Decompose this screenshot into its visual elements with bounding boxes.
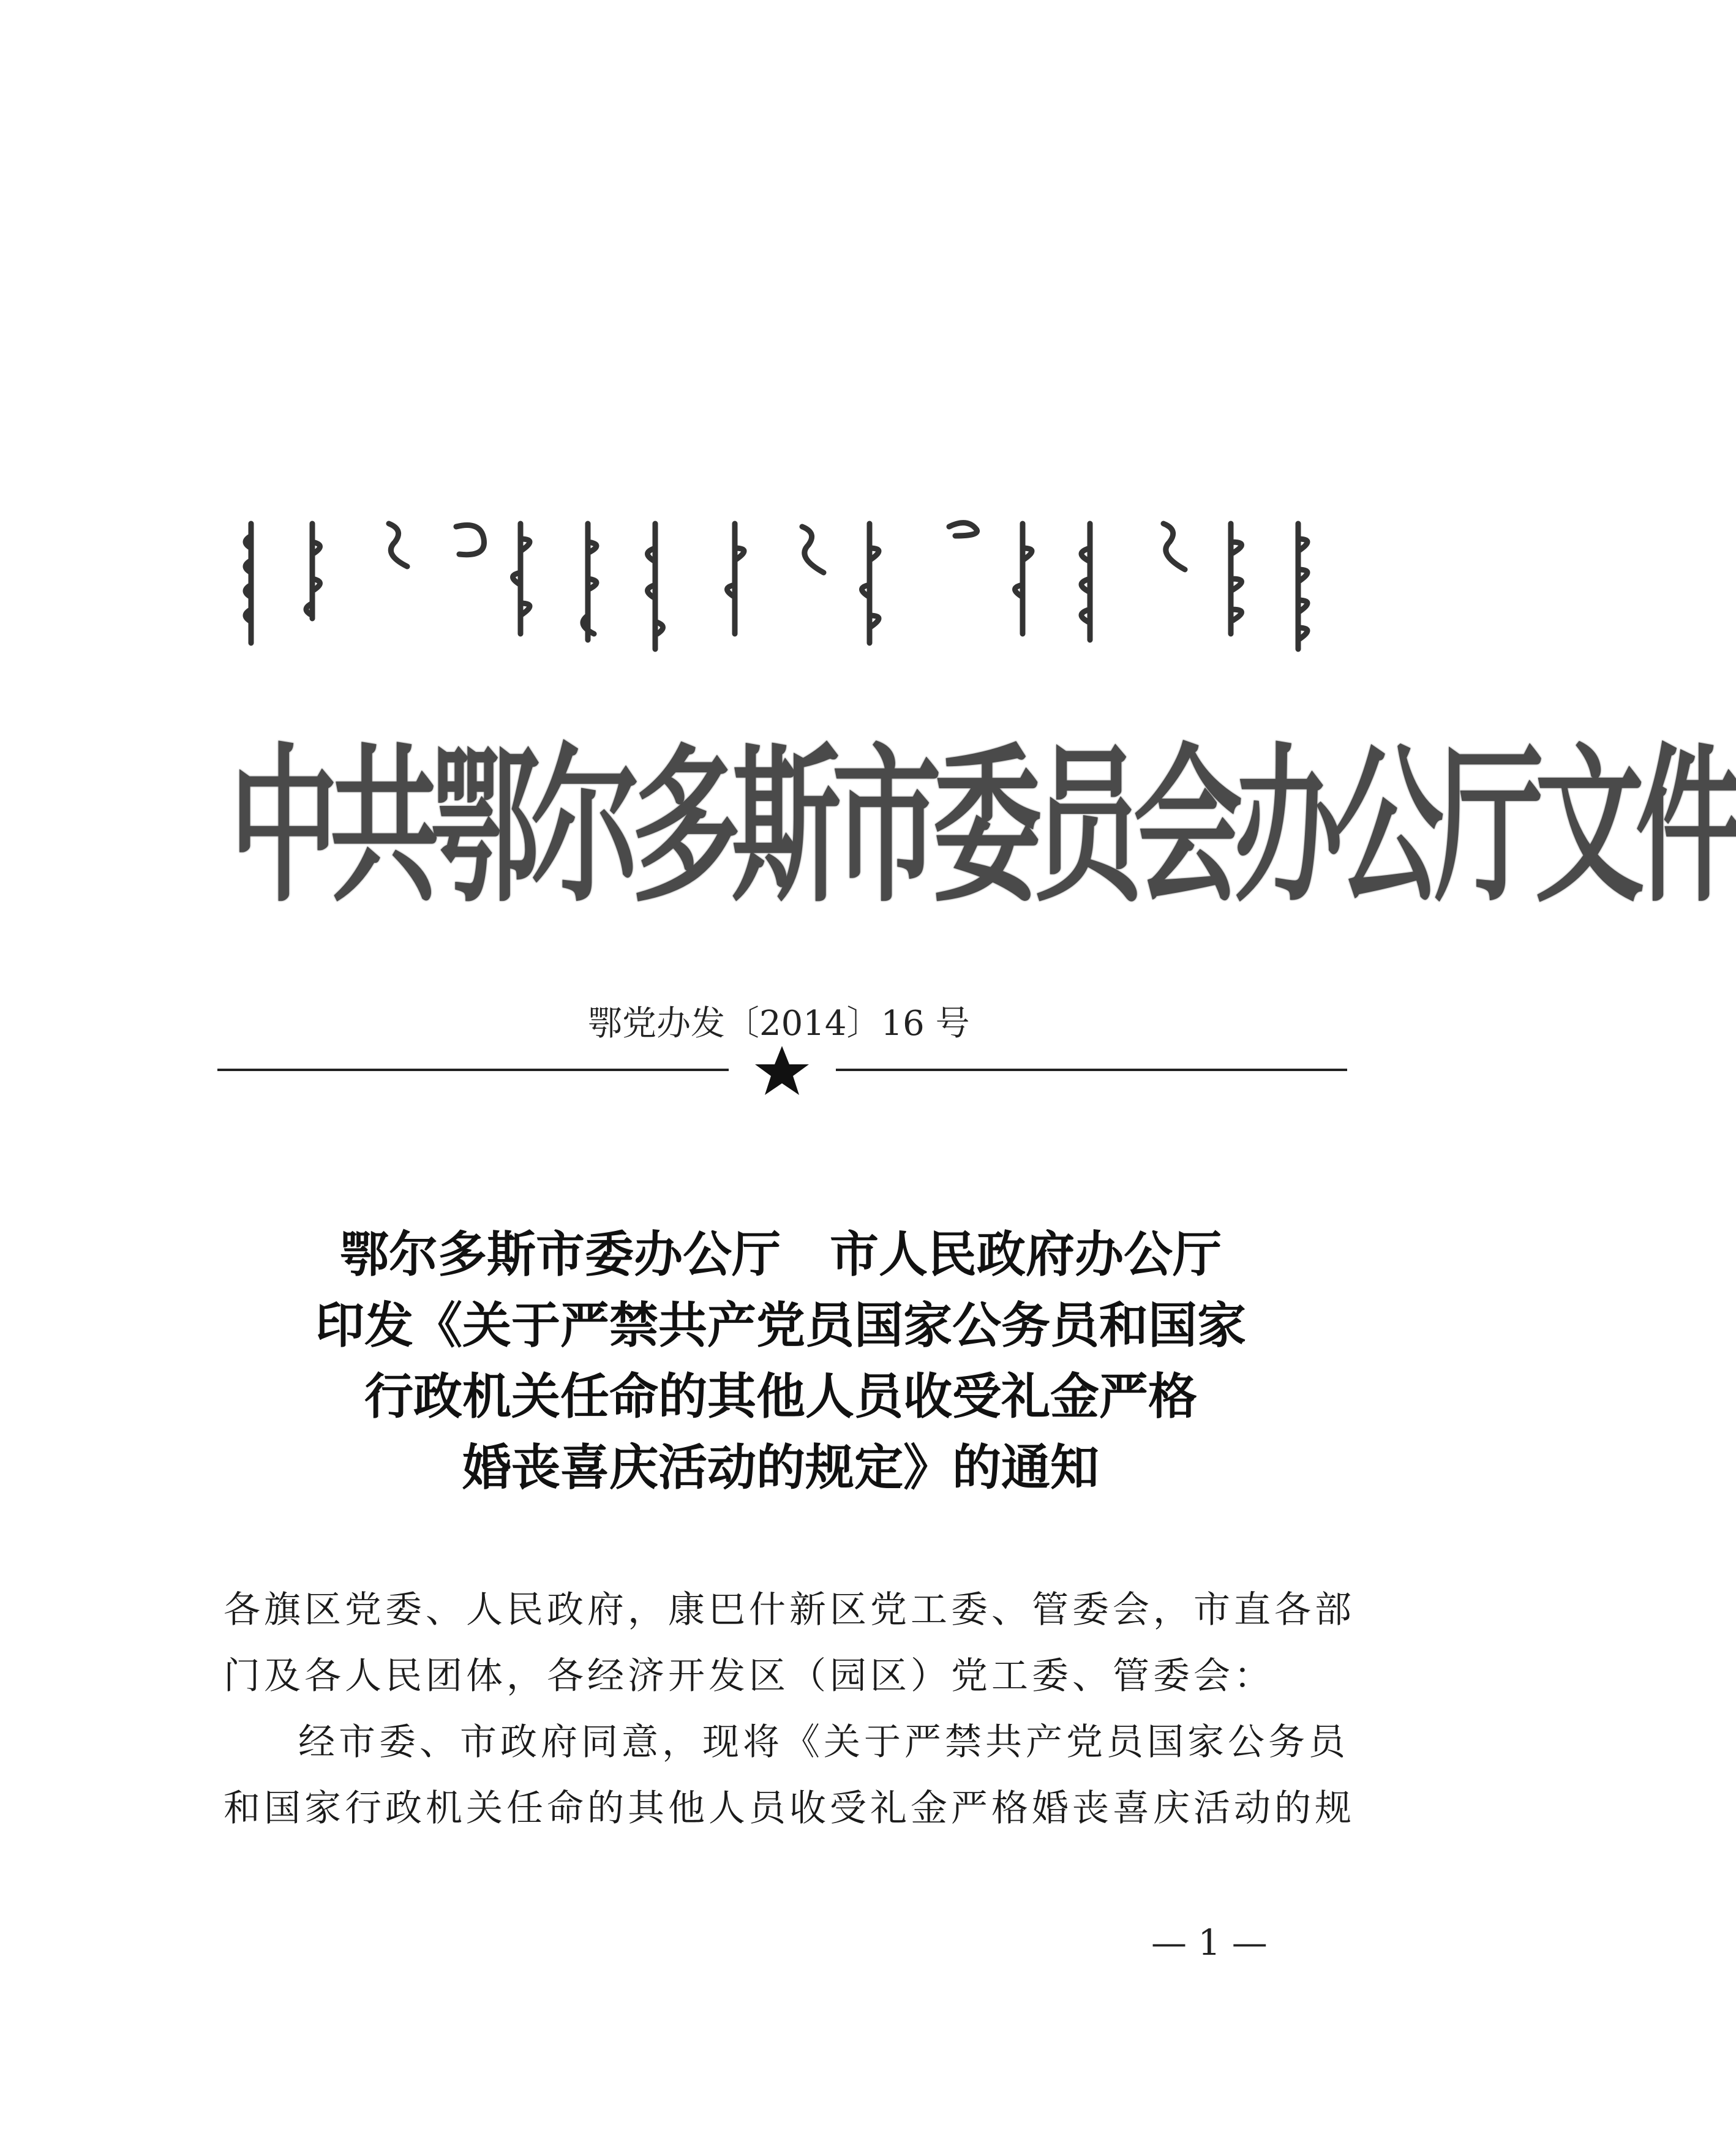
notice-title-line: 婚丧喜庆活动的规定》的通知 [462, 1439, 1099, 1496]
recipients-line: 各旗区党委、人民政府，康巴什新区党工委、管委会，市直各部 [224, 1589, 1355, 1631]
page-number: — 1 — [1151, 1922, 1268, 1963]
separator-line-with-star [217, 1041, 1347, 1102]
paragraph-line: 经市委、市政府同意，现将《关于严禁共产党员国家公务员 [298, 1721, 1349, 1764]
body-text [224, 1577, 1353, 1841]
recipients-line: 门及各人民团体，各经济开发区（园区）党工委、管委会： [224, 1655, 1274, 1698]
star-icon [755, 1046, 809, 1095]
notice-title-line: 印发《关于严禁共产党员国家公务员和国家 [315, 1296, 1246, 1354]
notice-title-line: 鄂尔多斯市委办公厅 市人民政府办公厅 [340, 1225, 1222, 1283]
notice-title-line: 行政机关任命的其他人员收受礼金严格 [364, 1367, 1197, 1425]
mongolian-script-header [233, 511, 1323, 652]
mongolian-script-graphic [233, 511, 1323, 652]
issuer-title: 中共鄂尔多斯市委员会办公厅文件 [230, 728, 1736, 925]
document-number: 鄂党办发〔2014〕16 号 [588, 1004, 970, 1044]
header-separator [217, 1041, 1347, 1102]
paragraph-line: 和国家行政机关任命的其他人员收受礼金严格婚丧喜庆活动的规 [224, 1787, 1355, 1830]
notice-title [227, 1219, 1335, 1503]
